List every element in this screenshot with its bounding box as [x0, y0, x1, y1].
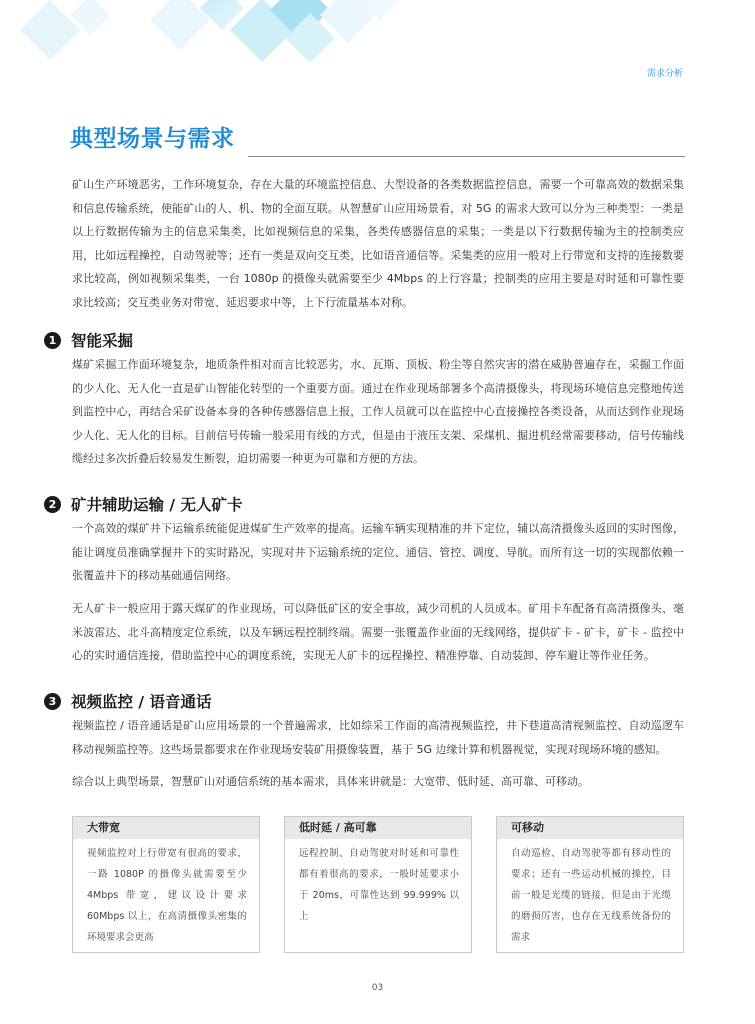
- section-2-paragraph-2: 无人矿卡一般应用于露天煤矿的作业现场，可以降低矿区的安全事故，减少司机的人员成本。矿用卡车配备有高清摄像头、毫米波雷达、北斗高精度定位系统，以及车辆远程控制终端。需要一张覆盖作业面的无线网络，提供矿卡 - 矿卡，矿卡 - 监控中心的实时通信连接，借助监控中心的调度系统，实现无人矿卡的远程操控、精准停靠、自动装卸、停车避让等作业任务。: [72, 602, 684, 662]
- page-title: 典型场景与需求: [70, 126, 235, 152]
- card-title: 大带宽: [73, 817, 259, 839]
- header-decoration: [0, 0, 420, 80]
- card-text: 视频监控对上行带宽有很高的要求，一路 1080P 的摄像头就需要至少 4Mbps 带宽，建议设计要求 60Mbps 以上，在高清摄像头密集的环境要求会更高: [87, 848, 247, 943]
- title-row: [70, 118, 685, 160]
- section-heading-1: [44, 328, 133, 352]
- section-title: 智能采掘: [71, 332, 134, 350]
- requirement-card-mobility: [496, 816, 684, 953]
- requirement-card-bandwidth: [72, 816, 260, 953]
- section-heading-3: [44, 689, 211, 713]
- section-3-paragraph-1: 视频监控 / 语音通话是矿山应用场景的一个普遍需求，比如综采工作面的高清视频监控，井下巷道高清视频监控、自动巡逻车移动视频监控等。这些场景都要求在作业现场安装矿用摄像装置，基于 5G 边缘计算和机器视觉，实现对现场环境的感知。: [72, 719, 684, 756]
- section-tag: 需求分析: [646, 69, 683, 79]
- title-divider: [248, 156, 685, 157]
- intro-paragraph: 矿山生产环境恶劣，工作环境复杂，存在大量的环境监控信息、大型设备的各类数据监控信息，需要一个可靠高效的数据采集和信息传输系统，使能矿山的人、机、物的全面互联。从智慧矿山应用场景看，对 5G 的需求大致可以分为三种类型：一类是以上行数据传输为主的信息采集类，比如视频信息的采集，各类传感器信息的采集；一类是以下行数据传输为主的控制类应用，比如远程操控，自动驾驶等；还有一类是双向交互类，比如语音通信等。采集类的应用一般对上行带宽和支持的连接数要求比较高，例如视频采集类，一台 1080p 的摄像头就需要至少 4Mbps 的上行容量；控制类的应用主要是对时延和可靠性要求比较高；交互类业务对带宽、延迟要求中等，上下行流量基本对称。: [72, 178, 684, 309]
- section-number-badge: 3: [44, 693, 61, 710]
- section-title: 视频监控 / 语音通话: [71, 693, 212, 711]
- page-number: 03: [371, 983, 384, 993]
- section-3-paragraph-2: 综合以上典型场景，智慧矿山对通信系统的基本需求，具体来讲就是：大宽带、低时延、高可靠、可移动。: [72, 775, 589, 788]
- section-number-badge: 1: [44, 332, 61, 349]
- card-text: 远程控制、自动驾驶对时延和可靠性都有着很高的要求，一般时延要求小于 20ms，可靠性达到 99.999% 以上: [299, 848, 459, 922]
- section-1-paragraph: 煤矿采掘工作面环境复杂，地质条件相对而言比较恶劣，水、瓦斯、顶板、粉尘等自然灾害的潜在威胁普遍存在，采掘工作面的少人化、无人化一直是矿山智能化转型的一个重要方面。通过在作业现场部署多个高清摄像头，将现场环境信息完整地传送到监控中心，再结合采矿设备本身的各种传感器信息上报，工作人员就可以在监控中心直接操控各类设备，从而达到作业现场少人化、无人化的目标。目前信号传输一般采用有线的方式，但是由于液压支架、采煤机、掘进机经常需要移动，信号传输线缆经过多次折叠后较易发生断裂，迫切需要一种更为可靠和方便的方法。: [72, 358, 684, 465]
- requirement-card-latency: [284, 816, 472, 953]
- section-2-paragraph-1: 一个高效的煤矿井下运输系统能促进煤矿生产效率的提高。运输车辆实现精准的井下定位，辅以高清摄像头返回的实时图像，能让调度员准确掌握井下的实时路况，实现对井下运输系统的定位、通信、管控、调度、导航。而所有这一切的实现都依赖一张覆盖井下的移动基础通信网络。: [72, 522, 684, 582]
- card-title: 可移动: [497, 817, 683, 839]
- section-number-badge: 2: [44, 496, 61, 513]
- section-heading-2: [44, 492, 242, 516]
- card-title: 低时延 / 高可靠: [285, 817, 471, 839]
- card-text: 自动巡检、自动驾驶等都有移动性的要求；还有一些运动机械的操控，目前一般是光缆的链接，但是由于光缆的磨损厉害，也存在无线系统备份的需求: [511, 848, 671, 943]
- section-title: 矿井辅助运输 / 无人矿卡: [71, 496, 243, 514]
